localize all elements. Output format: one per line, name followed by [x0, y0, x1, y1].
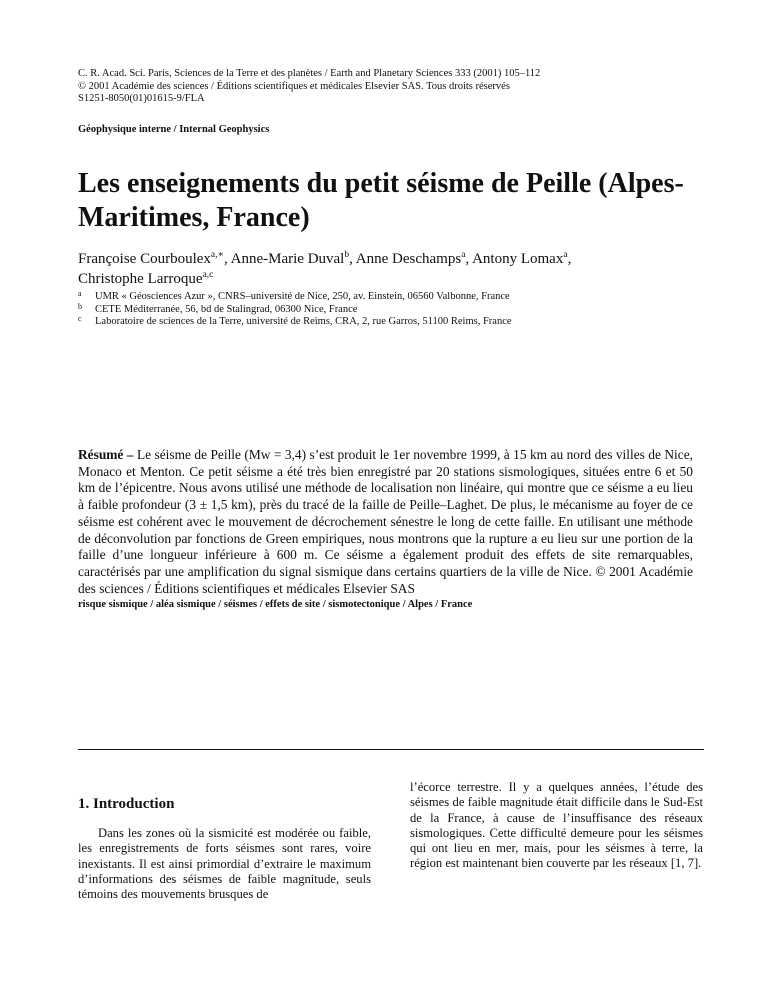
abstract-text: Le séisme de Peille (Mw = 3,4) s’est produit le 1er novembre 1999, à 15 km au nord des villes de Nice, Monaco et Menton. Ce petit séisme a été très bien enregistré par 20 stations sismologiques, situées entre 6 et 50 km de l’épicentre. Nous avons utilisé une méthode de localisation non linéaire, qui montre que ce séisme a eu lieu à faible profondeur (3 ± 1,5 km), près du tracé de la faille de Peille–Laghet. De plus, le mécanisme au foyer de ce séisme est cohérent avec le mouvement de décrochement sénestre le long de cette faille. En utilisant une méthode de déconvolution par fonctions de Green empiriques, nous montrons que la rupture a eu lieu sur une portion de la faille d’une longueur inférieure à 600 m. Ce séisme a également produit des effets de site remarquables, caractérisés par une amplification du signal sismique dans certains quartiers de la ville de Nice. — [78, 447, 693, 579]
doi-line: S1251-8050(01)01615-9/FLA — [78, 93, 205, 105]
paragraph: l’écorce terrestre. Il y a quelques années, l’étude des séismes de faible magnitude était difficile dans le Sud-Est de la France, à cause de l’insuffisance des réseaux sismologiques. Cette difficulté demeure pour les séismes qui ont lieu en mer, mais, pour les séismes à terre, la région est maintenant bien couverte par les réseaux [1, 7]. — [410, 780, 703, 871]
author-list — [78, 249, 698, 289]
journal-citation: C. R. Acad. Sci. Paris, Sciences de la Terre et des planètes / Earth and Planetary Sciences 333 (2001) 105–112 — [78, 68, 541, 79]
abstract — [78, 447, 693, 597]
abstract-copyright: © 2001 Académie des sciences / Éditions scientifiques et médicales Elsevier SAS — [78, 563, 693, 596]
affiliation-marker: a — [78, 289, 82, 298]
author: Françoise Courboulex$^{a,∗}$, — [78, 250, 231, 267]
column-right — [410, 780, 703, 872]
article-title: Les enseignements du petit séisme de Peille (Alpes-Maritimes, France) — [78, 168, 684, 233]
section-heading: 1. Introduction — [78, 796, 175, 812]
journal-header — [78, 68, 698, 106]
affiliation-c: c Laboratoire de sciences de la Terre, université de Reims, CRA, 2, rue Garros, 51100 Reims, France — [78, 314, 512, 328]
abstract-label: Résumé – — [78, 447, 134, 462]
copyright-line: © 2001 Académie des sciences / Éditions scientifiques et médicales Elsevier SAS. Tous droits réservés — [78, 80, 510, 92]
divider — [78, 749, 704, 750]
author: Antony Lomax$^a$, — [472, 250, 572, 267]
affiliation-marker: b — [78, 301, 82, 311]
section-tag: Géophysique interne / Internal Geophysics — [78, 124, 270, 135]
column-left — [78, 795, 371, 902]
affiliation-a: a UMR « Géosciences Azur », CNRS–université de Nice, 250, av. Einstein, 06560 Valbonne, France — [78, 289, 510, 302]
author: Anne Deschamps$^a$, — [355, 250, 473, 267]
affiliation-b: b CETE Méditerranée, 56, bd de Stalingrad, 06300 Nice, France — [78, 301, 358, 315]
author: Christophe Larroque$^{a,c}$ — [78, 270, 214, 287]
author: Anne-Marie Duval$^b$, — [230, 250, 356, 267]
affiliations — [78, 291, 718, 329]
affiliation-marker: c — [78, 314, 82, 324]
paragraph: Dans les zones où la sismicité est modérée ou faible, les enregistrements de forts séismes sont rares, voire inexistants. Il est ainsi primordial d’extraire le maximum d’informations des séismes de faible magnitude, seuls témoins des mouvements brusques de — [78, 826, 371, 902]
keywords: risque sismique / aléa sismique / séismes / effets de site / sismotectonique / Alpes / France — [78, 599, 473, 610]
